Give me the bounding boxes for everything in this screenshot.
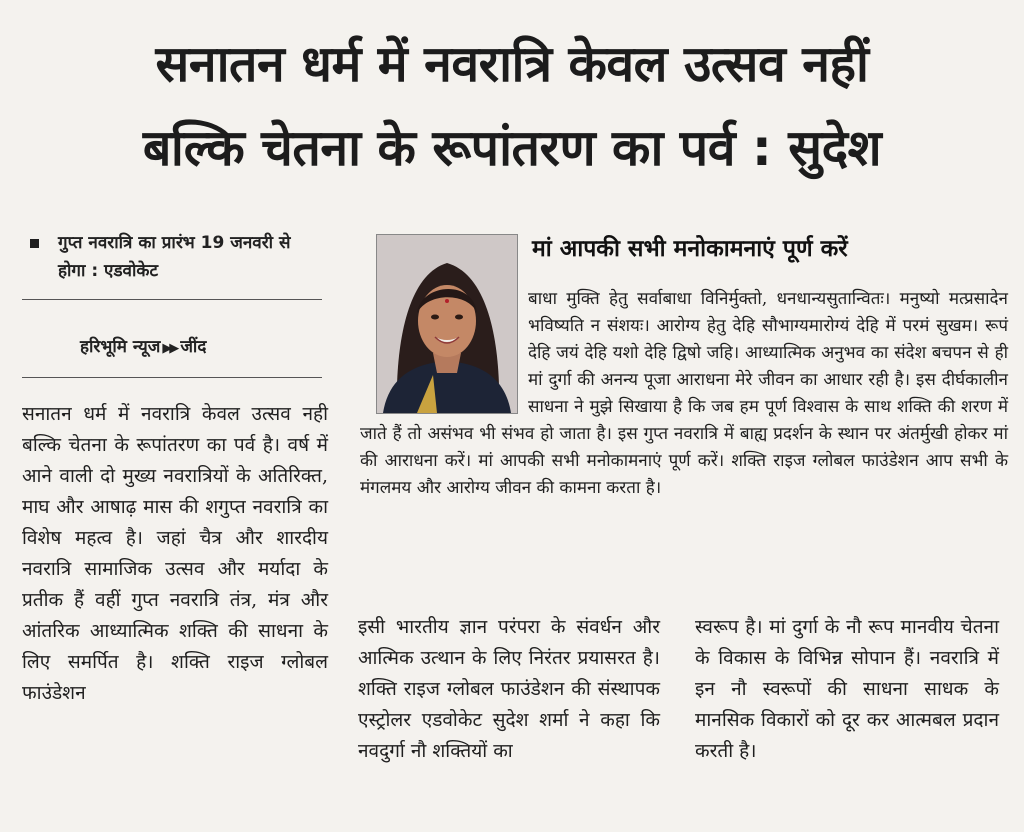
byline-place: जींद	[180, 337, 207, 357]
subheadline	[30, 229, 322, 285]
divider-top	[22, 299, 322, 300]
byline	[80, 334, 206, 357]
box-title: मां आपकी सभी मनोकामनाएं पूर्ण करें	[532, 236, 848, 262]
double-arrow-icon: ▶▶	[162, 341, 177, 356]
subheadline-text: गुप्त नवरात्रि का प्रारंभ 19 जनवरी से होगा : एडवोकेट	[58, 233, 291, 281]
headline-line-2: बल्कि चेतना के रूपांतरण का पर्व : सुदेश	[142, 119, 882, 177]
headline-line-1: सनातन धर्म में नवरात्रि केवल उत्सव नहीं	[155, 35, 869, 93]
box-body-container	[360, 286, 1008, 576]
box-body-text: बाधा मुक्ति हेतु सर्वाबाधा विनिर्मुक्तो, धनधान्यसुतान्वितः। मनुष्यो मत्प्रसादेन भविष्यति न संशयः। आरोग्य हेतु देहि सौभाग्यमारोग्यं देहि में परमं सुखम। रूपं देहि जयं देहि यशो देहि द्विषो जहि। आध्यात्मिक अनुभव का संदेश बचपन से ही मां दुर्गा की अनन्य पूजा आराधना मेरे जीवन का आधार रही है। इस दीर्घकालीन साधना ने मुझे सिखाया है कि जब हम पूर्ण विश्वास के साथ शक्ति की शरण में जाते हैं तो असंभव भी संभव हो जाता है। इस गुप्त नवरात्रि में बाह्य प्रदर्शन के स्थान पर अंतर्मुखी होकर मां की आराधना करें। मां आपकी सभी मनोकामनाएं पूर्ण करें। शक्ति राइज ग्लोबल फाउंडेशन आप सभी के मंगलमय और आरोग्य जीवन की कामना करता है।	[360, 289, 1008, 498]
byline-source: हरिभूमि न्यूज	[80, 337, 161, 357]
photo-wrap-spacer	[360, 286, 528, 412]
article-column-3: स्वरूप है। मां दुर्गा के नौ रूप मानवीय चेतना के विकास के विभिन्न सोपान हैं। नवरात्रि में इन नौ स्वरूपों की साधना साधक के मानसिक विकारों को दूर कर आत्मबल प्रदान करती है।	[695, 616, 999, 762]
article-column-2: इसी भारतीय ज्ञान परंपरा के संवर्धन और आत्मिक उत्थान के लिए निरंतर प्रयासरत है। शक्ति राइज ग्लोबल फाउंडेशन की संस्थापक एस्ट्रोलर एडवोकेट सुदेश शर्मा ने कहा कि नवदुर्गा नौ शक्तियों का	[358, 616, 660, 762]
article-column-1: सनातन धर्म में नवरात्रि केवल उत्सव नही बल्कि चेतना के रूपांतरण का पर्व है। वर्ष में आने वाली दो मुख्य नवरात्रियों के अतिरिक्त, माघ और आषाढ़ मास की शगुप्त नवरात्रि का विशेष महत्व है। जहां चैत्र और शारदीय नवरात्रि सामाजिक उत्सव और मर्यादा के प्रतीक हैं वहीं गुप्त नवरात्रि तंत्र, मंत्र और आंतरिक आध्यात्मिक शक्ति की साधना के लिए समर्पित है। शक्ति राइज ग्लोबल फाउंडेशन	[22, 403, 328, 704]
divider-bottom	[22, 377, 322, 378]
square-bullet-icon	[30, 239, 39, 248]
